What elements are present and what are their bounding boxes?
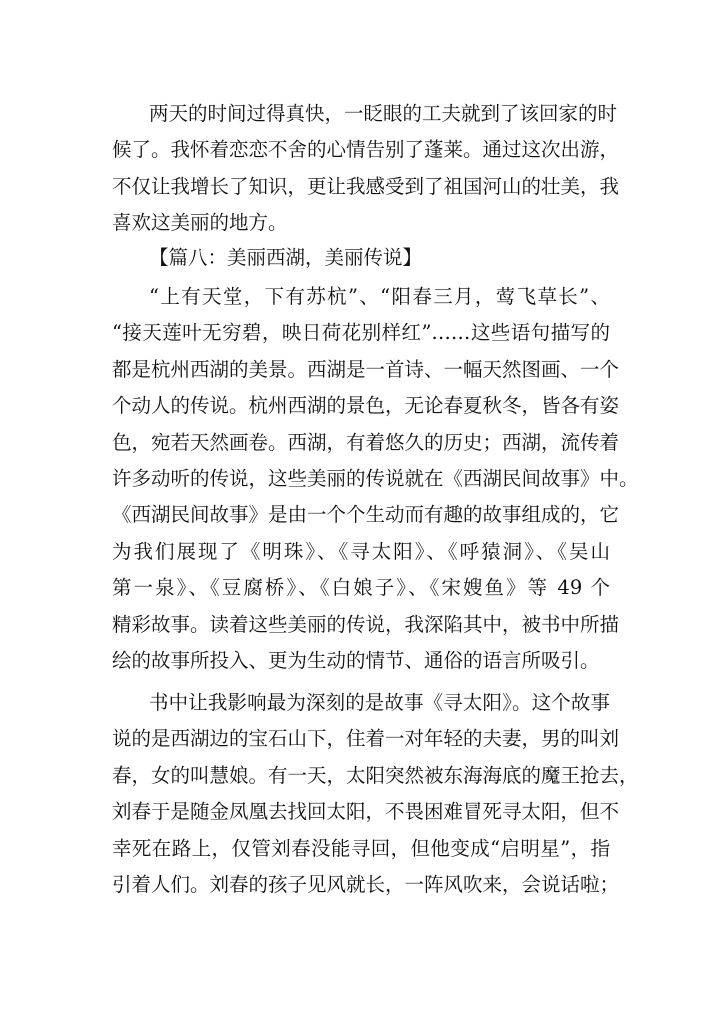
text-line: 刘春于是随金凤凰去找回太阳，不畏困难冒死寻太阳，但不: [112, 800, 620, 824]
text-line: 幸死在路上，仅管刘春没能寻回，但他变成“启明星”，指: [112, 836, 610, 860]
text-line: “上有天堂，下有苏杭”、“阳春三月，莺飞草长”、: [149, 285, 610, 308]
text-line: 书中让我影响最为深刻的是故事《寻太阳》。这个故事: [149, 691, 610, 714]
paragraph-return-home: [112, 96, 620, 242]
text-line: 第一泉》、《豆腐桥》、《白娘子》、《宋嫂鱼》等 49 个: [112, 576, 610, 600]
text-line: 个动人的传说。杭州西湖的景色，无论春夏秋冬，皆各有姿: [112, 394, 620, 418]
text-line: 说的是西湖边的宝石山下，住着一对年轻的夫妻，男的叫刘: [112, 727, 620, 751]
text-line: 色，宛若天然画卷。西湖，有着悠久的历史；西湖，流传着: [112, 430, 620, 454]
text-line: 引着人们。刘春的孩子见风就长，一阵风吹来，会说话啦；: [112, 872, 620, 896]
text-line: 不仅让我增长了知识，更让我感受到了祖国河山的壮美，我: [112, 174, 620, 198]
paragraph-seek-sun-story: [112, 685, 639, 903]
text-line: 都是杭州西湖的美景。西湖是一首诗、一幅天然图画、一个: [112, 357, 620, 381]
text-line: “接天莲叶无穷碧，映日荷花别样红”……这些语句描写的: [112, 321, 610, 345]
text-line: 两天的时间过得真快，一眨眼的工夫就到了该回家的时: [149, 102, 618, 125]
text-line: 绘的故事所投入、更为生动的情节、通俗的语言所吸引。: [112, 648, 600, 672]
text-line: 为我们展现了《明珠》、《寻太阳》、《呼猿洞》、《吴山: [112, 539, 610, 563]
text-line: 精彩故事。读着这些美丽的传说，我深陷其中，被书中所描: [112, 612, 620, 636]
text-line: 候了。我怀着恋恋不舍的心情告别了蓬莱。通过这次出游，: [112, 138, 620, 162]
paragraph-west-lake-intro: [112, 279, 639, 679]
section-heading: 【篇八：美丽西湖，美丽传说】: [149, 246, 423, 269]
text-line: 许多动听的传说，这些美丽的传说就在《西湖民间故事》中。: [112, 466, 639, 490]
text-line: 《西湖民间故事》是由一个个生动而有趣的故事组成的，它: [112, 503, 620, 527]
text-line: 喜欢这美丽的地方。: [112, 211, 288, 235]
text-line: 春，女的叫慧娘。有一天，太阳突然被东海海底的魔王抢去，: [112, 763, 639, 787]
